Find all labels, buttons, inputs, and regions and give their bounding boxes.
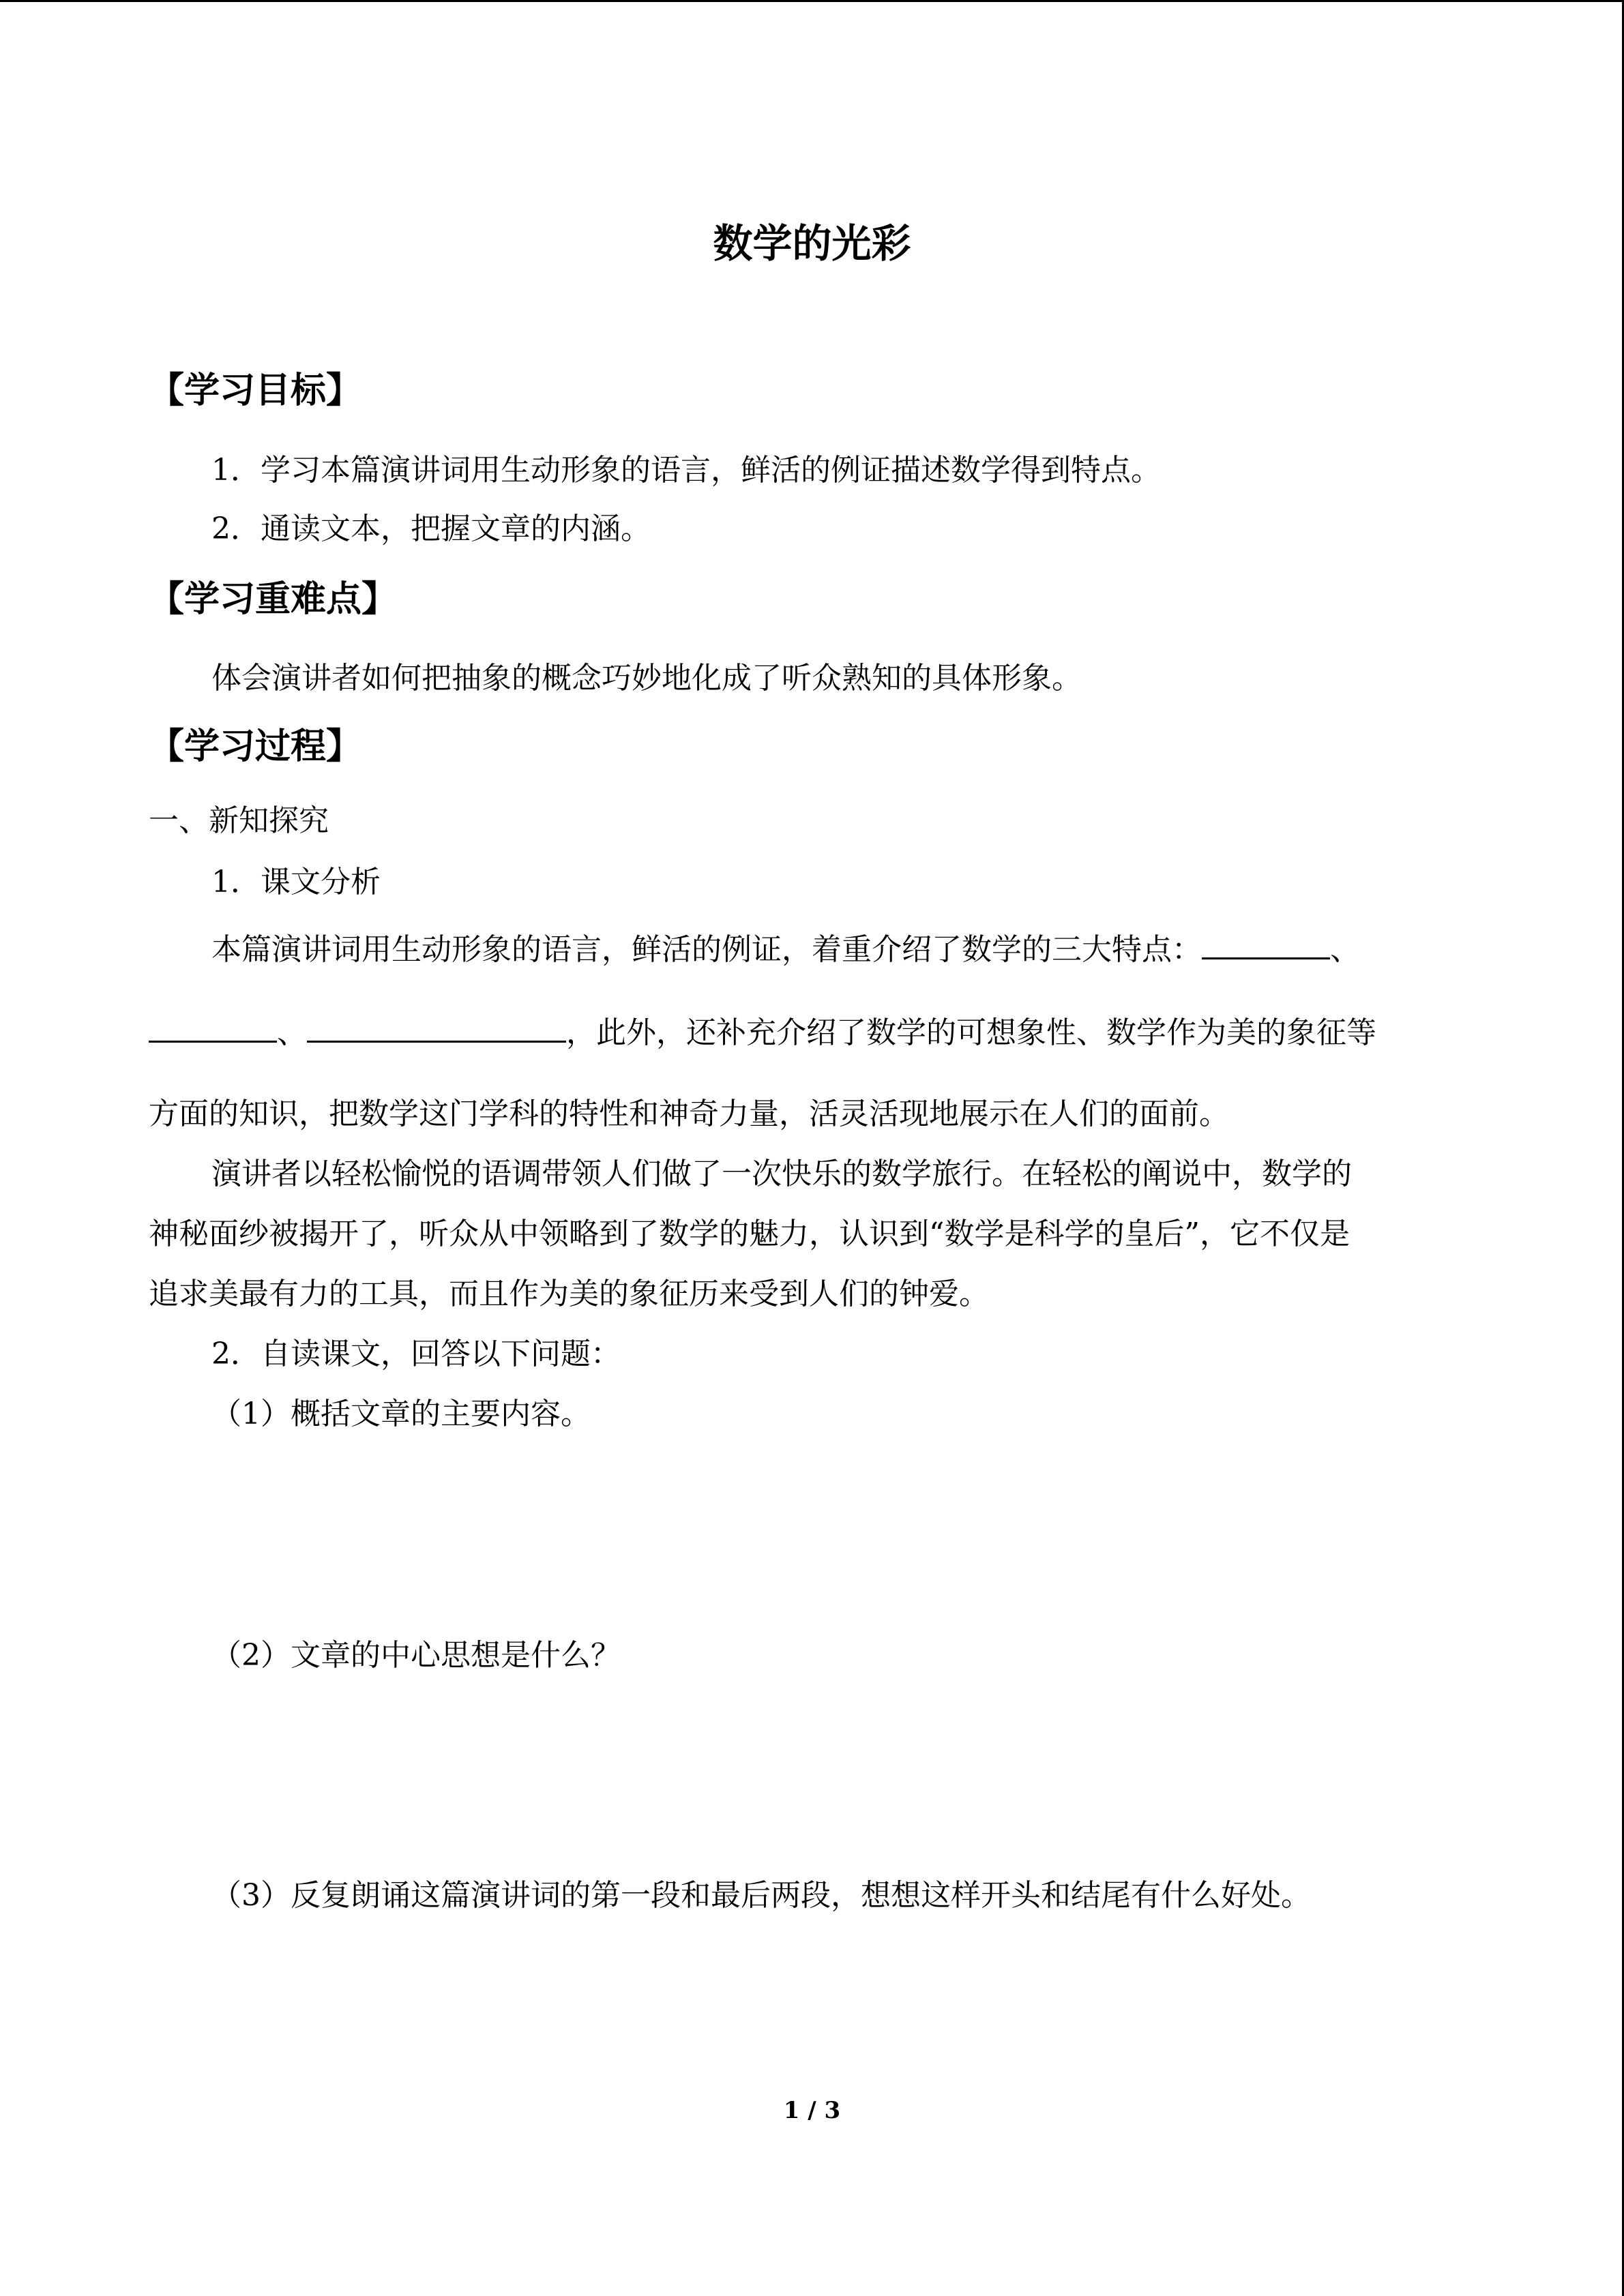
page-number: 1 / 3	[783, 2097, 841, 2124]
key-points-text: 体会演讲者如何把抽象的概念巧妙地化成了听众熟知的具体形象。	[211, 661, 1082, 696]
paragraph-2-line-1: 演讲者以轻松愉悦的语调带领人们做了一次快乐的数学旅行。在轻松的阐说中，数学的	[211, 1157, 1352, 1191]
fill-blank-3[interactable]	[307, 1011, 566, 1043]
question-2: （2）文章的中心思想是什么？	[211, 1638, 621, 1673]
analysis-line-2	[149, 1011, 1376, 1054]
heading-objectives: 【学习目标】	[149, 370, 362, 411]
part-new-knowledge: 一、新知探究	[149, 803, 329, 838]
sub-self-reading: 2．自读课文，回答以下问题：	[211, 1337, 621, 1371]
fill-blank-1[interactable]	[1202, 927, 1330, 959]
heading-process: 【学习过程】	[149, 726, 362, 767]
question-1: （1）概括文章的主要内容。	[211, 1397, 591, 1431]
objective-item-1: 1．学习本篇演讲词用生动形象的语言，鲜活的例证描述数学得到特点。	[211, 453, 1161, 488]
analysis-line-1	[211, 927, 1360, 970]
sub-text-analysis: 1．课文分析	[211, 865, 381, 899]
analysis-line-2-tail: ，此外，还补充介绍了数学的可想象性、数学作为美的象征等	[566, 1015, 1376, 1050]
objective-item-2: 2．通读文本，把握文章的内涵。	[211, 511, 651, 546]
analysis-separator-1: 、	[1330, 932, 1360, 967]
heading-key-points: 【学习重难点】	[149, 579, 398, 620]
paragraph-2-line-3: 追求美最有力的工具，而且作为美的象征历来受到人们的钟爱。	[149, 1277, 989, 1311]
analysis-line-1-text: 本篇演讲词用生动形象的语言，鲜活的例证，着重介绍了数学的三大特点：	[211, 932, 1202, 967]
analysis-separator-2: 、	[277, 1015, 307, 1050]
paragraph-2-line-2: 神秘面纱被揭开了，听众从中领略到了数学的魅力，认识到“数学是科学的皇后”，它不仅是	[149, 1217, 1350, 1251]
analysis-line-3: 方面的知识，把数学这门学科的特性和神奇力量，活灵活现地展示在人们的面前。	[149, 1097, 1229, 1131]
document-title: 数学的光彩	[713, 220, 911, 267]
question-3: （3）反复朗诵这篇演讲词的第一段和最后两段，想想这样开头和结尾有什么好处。	[211, 1878, 1311, 1913]
fill-blank-2[interactable]	[149, 1011, 277, 1043]
